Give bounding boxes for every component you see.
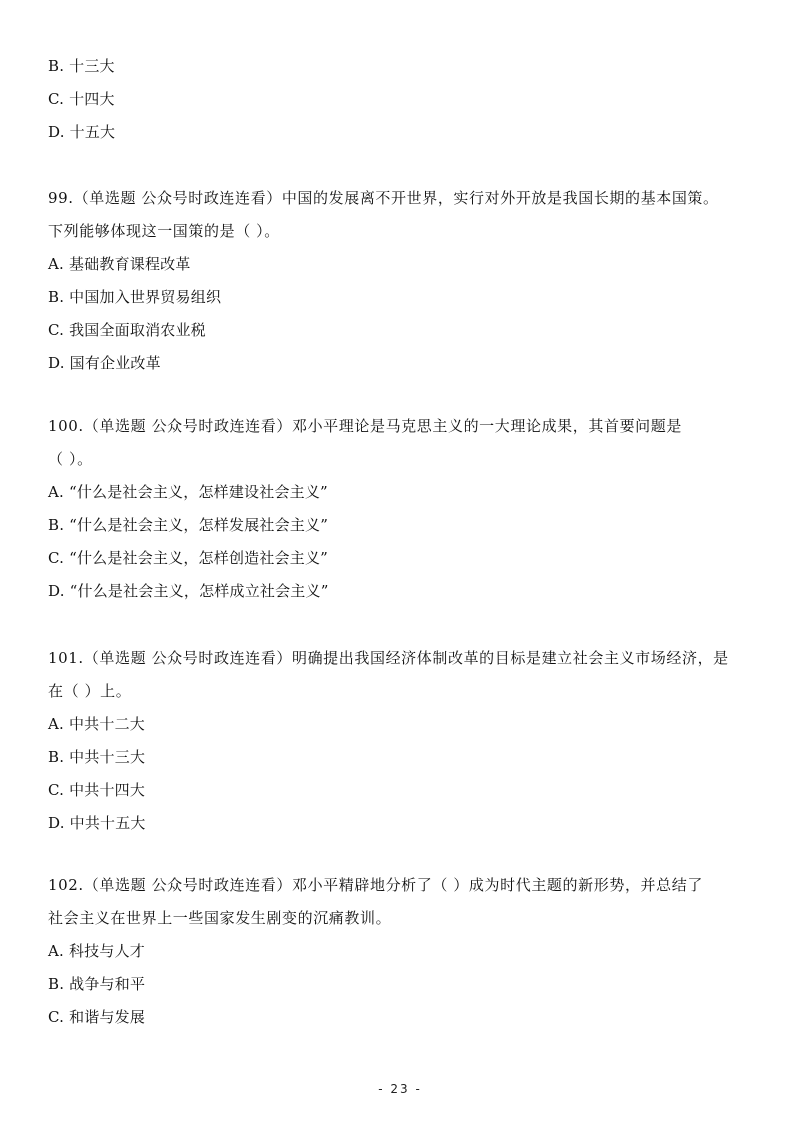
option-b: B. 十三大 (48, 57, 115, 75)
option-a: A. 中共十二大 (48, 715, 145, 733)
question-stem-line: 社会主义在世界上一些国家发生剧变的沉痛教训。 (48, 909, 392, 927)
option-b: B. 中共十三大 (48, 748, 146, 766)
option-b: B. 中国加入世界贸易组织 (48, 288, 222, 306)
option-a: A. 基础教育课程改革 (48, 255, 191, 273)
question-stem-line: 102.（单选题 公众号时政连连看）邓小平精辟地分析了（ ）成为时代主题的新形势，并总结了 (48, 876, 703, 894)
option-c: C. “什么是社会主义，怎样创造社会主义” (48, 549, 329, 567)
option-a: A. “什么是社会主义，怎样建设社会主义” (48, 483, 328, 501)
question-99 (48, 182, 763, 380)
question-101 (48, 642, 763, 840)
option-b: B. “什么是社会主义，怎样发展社会主义” (48, 516, 329, 534)
page-number: - 23 - (378, 1082, 422, 1096)
question-stem-line: 101.（单选题 公众号时政连连看）明确提出我国经济体制改革的目标是建立社会主义市场经济，是 (48, 649, 729, 667)
option-c: C. 十四大 (48, 90, 115, 108)
question-stem-line: 100.（单选题 公众号时政连连看）邓小平理论是马克思主义的一大理论成果，其首要问题是 (48, 417, 682, 435)
question-stem-line: 在（ ）上。 (48, 682, 132, 700)
option-a: A. 科技与人才 (48, 942, 145, 960)
question-stem-line: 99.（单选题 公众号时政连连看）中国的发展离不开世界，实行对外开放是我国长期的基本国策。 (48, 189, 719, 207)
question-stem-line: （ ）。 (48, 450, 93, 468)
option-c: C. 中共十四大 (48, 781, 146, 799)
option-d: D. “什么是社会主义，怎样成立社会主义” (48, 582, 329, 600)
option-c: C. 我国全面取消农业税 (48, 321, 206, 339)
option-d: D. 中共十五大 (48, 814, 146, 832)
question-100 (48, 410, 763, 608)
option-d: D. 十五大 (48, 123, 116, 141)
question-stem-line: 下列能够体现这一国策的是（ ）。 (48, 222, 280, 240)
previous-question-options (48, 50, 763, 149)
option-b: B. 战争与和平 (48, 975, 146, 993)
option-c: C. 和谐与发展 (48, 1008, 146, 1026)
option-d: D. 国有企业改革 (48, 354, 161, 372)
question-102 (48, 869, 763, 1034)
